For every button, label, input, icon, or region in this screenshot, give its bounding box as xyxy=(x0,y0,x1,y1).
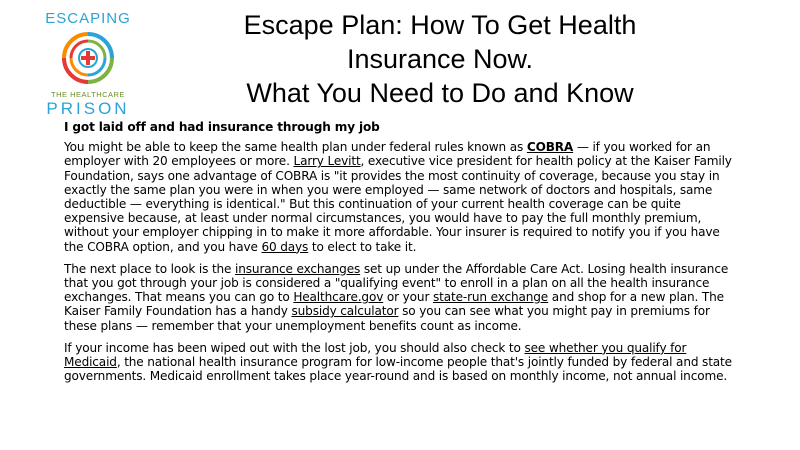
paragraph-medicaid xyxy=(64,341,734,384)
insurance-exchanges-link[interactable]: insurance exchanges xyxy=(235,261,361,276)
title-line-2: Insurance Now. xyxy=(346,44,534,74)
p2-text-4: and shop for a new plan. The Kaiser Family Foundation has a handy xyxy=(64,290,724,319)
paragraph-exchanges xyxy=(64,262,734,333)
medicaid-link[interactable]: see whether you qualify for Medicaid xyxy=(64,340,687,370)
title-line-3: What You Need to Do and Know xyxy=(246,78,634,108)
paragraph-cobra xyxy=(64,140,734,254)
p1-text-3: , executive vice president for health policy at the Kaiser Family Foundation, says one advantage of COBRA is "it provides the most continuity of coverage, because you stay in exactly the same plan you were in when you were employed — same network of doctors and hospitals, same deductible — everything is identical." But this continuation of your current health coverage can be quite expensive because, at least under normal circumstances, you would have to pay the full monthly premium, without your employer chipping in to make it more affordable. Your insurer is required to notify you if you have the COBRA option, and you have xyxy=(64,154,732,254)
p1-text-4: to elect to take it. xyxy=(308,239,417,254)
p2-text-1: The next place to look is the xyxy=(64,261,236,276)
p2-text-2: set up under the Affordable Care Act. Losing health insurance that you got through your job is considered a "qualifying event" to enroll in a plan on all the health insurance exchanges. That means you can go to xyxy=(64,261,729,305)
article-body xyxy=(64,120,734,391)
larry-levitt-link[interactable]: Larry Levitt xyxy=(293,154,361,169)
subsidy-calculator-link[interactable]: subsidy calculator xyxy=(291,304,399,319)
escaping-healthcare-prison-logo xyxy=(28,8,148,118)
p1-text-2: — if you worked for an employer with 20 employees or more. xyxy=(64,140,711,169)
healthcare-gov-link[interactable]: Healthcare.gov xyxy=(293,290,384,305)
p3-text-2: , the national health insurance program for low-income people that's jointly funded by federal and state governments. Medicaid enrollment takes place year-round and is based on monthly income, not annual income. xyxy=(64,355,732,384)
p3-text-1: If your income has been wiped out with the lost job, you should also check to xyxy=(64,340,525,355)
logo-emblem-icon xyxy=(60,30,116,86)
page-title xyxy=(170,8,710,110)
cobra-link[interactable]: COBRA xyxy=(526,140,574,155)
p1-text-1: You might be able to keep the same health plan under federal rules known as xyxy=(64,140,527,155)
section-heading: I got laid off and had insurance through my job xyxy=(64,120,380,134)
logo-top-text: ESCAPING xyxy=(45,10,131,27)
state-run-exchange-link[interactable]: state-run exchange xyxy=(432,290,549,305)
p2-text-5: so you can see what you might pay in premiums for these plans — remember that your unemployment benefits count as income. xyxy=(64,304,710,333)
title-line-1: Escape Plan: How To Get Health xyxy=(243,10,637,40)
sixty-days-link[interactable]: 60 days xyxy=(261,239,309,254)
p2-text-3: or your xyxy=(383,290,433,305)
logo-sub-text: THE HEALTHCARE xyxy=(51,90,125,99)
logo-bottom-text: PRISON xyxy=(46,99,130,118)
